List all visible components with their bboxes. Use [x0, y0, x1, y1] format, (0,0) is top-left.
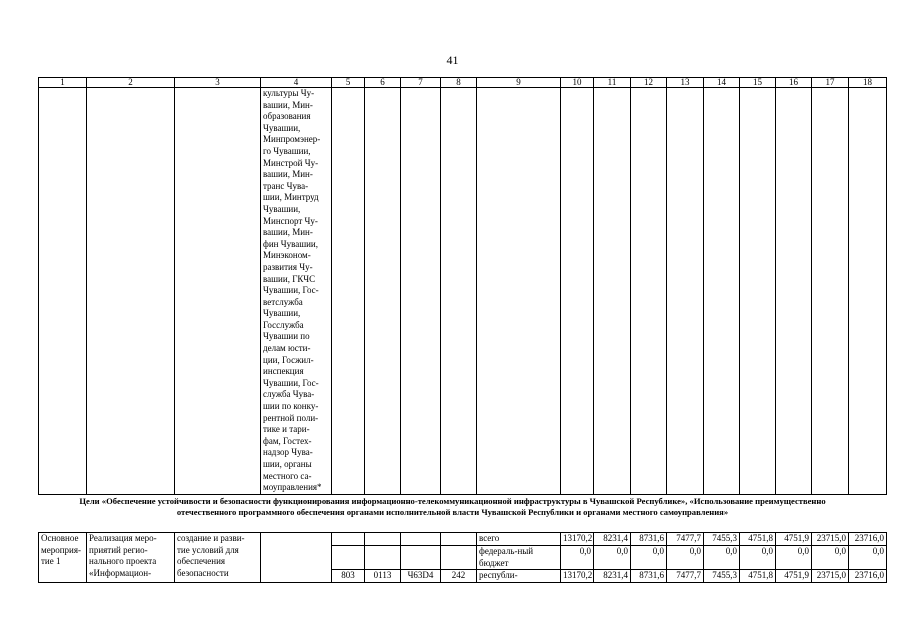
cell-col8 [441, 533, 477, 546]
text-line: «Информацион- [89, 567, 152, 578]
cell-col1 [39, 88, 87, 495]
text-line: вашии, ГКЧС [263, 273, 316, 284]
cell-col11 [594, 88, 631, 495]
value-cell: 4751,9 [776, 533, 812, 546]
value-cell: 8231,4 [594, 570, 631, 583]
text-line: делам юсти- [263, 343, 311, 354]
cell-col12 [631, 88, 667, 495]
cell-col6 [365, 546, 401, 570]
cell-col7 [401, 546, 441, 570]
text-line: Госслужба [263, 319, 304, 330]
value-cell: 0,0 [849, 546, 887, 570]
text-line: Чувашии, [263, 122, 301, 133]
funding-source-cell: федераль-ный бюджет [477, 546, 561, 570]
text-line: го Чувашии, [263, 145, 311, 156]
cell-col5 [332, 533, 365, 546]
text-line: Минстрой Чу- [263, 157, 319, 168]
text-line: образования [263, 111, 311, 122]
text-line: транс Чува- [263, 180, 309, 191]
column-number: 18 [849, 78, 887, 88]
cell-col6 [365, 88, 401, 495]
cell-col6 [365, 533, 401, 546]
value-cell: 0,0 [594, 546, 631, 570]
cell-col18 [849, 88, 887, 495]
text-line: Чувашии, [263, 308, 301, 319]
column-number: 1 [39, 78, 87, 88]
cell-col7 [401, 533, 441, 546]
column-number: 11 [594, 78, 631, 88]
column-number: 4 [261, 78, 332, 88]
responsible-executors-cell [261, 88, 332, 495]
text-line: Основное [41, 533, 79, 543]
value-cell: 0,0 [631, 546, 667, 570]
text-line: рентной поли- [263, 412, 319, 423]
value-cell: 0,0 [776, 546, 812, 570]
text-line: приятий регио- [89, 544, 148, 555]
code-cell: 0113 [365, 570, 401, 583]
column-number: 6 [365, 78, 401, 88]
text-line: фин Чувашии, [263, 238, 319, 249]
funding-source-cell: республи- [477, 570, 561, 583]
text-line: мероприя- [41, 544, 81, 555]
text-line: Минпромэнер- [263, 134, 321, 145]
value-cell: 7477,7 [667, 570, 704, 583]
text-line: шии, Минтруд [263, 192, 319, 203]
value-cell: 8231,4 [594, 533, 631, 546]
column-number: 5 [332, 78, 365, 88]
table-row [39, 88, 887, 495]
text-line: ветслужба [263, 296, 303, 307]
code-cell: 803 [332, 570, 365, 583]
cell-col17 [812, 88, 849, 495]
column-number: 15 [740, 78, 776, 88]
value-cell: 8731,6 [631, 570, 667, 583]
value-cell: 0,0 [740, 546, 776, 570]
column-number: 17 [812, 78, 849, 88]
event-description-cell [87, 533, 175, 583]
text-line: шии по конку- [263, 401, 319, 412]
table-row [39, 533, 887, 546]
column-number: 14 [704, 78, 740, 88]
cell-col7 [401, 88, 441, 495]
text-line: шии, органы [263, 459, 312, 469]
column-number: 12 [631, 78, 667, 88]
goal-heading: Цели «Обеспечение устойчивости и безопасности функционирования информационно-телекоммуникационной инфраструктуры в Чувашской Республике», «Использование преимущественно отечественного программного обеспечения органами исполнительной власти Чувашской Республики и органами местного самоуправления» [79, 496, 826, 517]
funding-source-cell: всего [477, 533, 561, 546]
column-number: 10 [561, 78, 594, 88]
column-number: 7 [401, 78, 441, 88]
column-number: 2 [87, 78, 175, 88]
cell-col15 [740, 88, 776, 495]
value-cell: 23716,0 [849, 533, 887, 546]
text-line: Минэконом- [263, 250, 311, 261]
text-line: нального проекта [89, 556, 157, 567]
column-number-row [39, 78, 887, 88]
cell-col4 [261, 533, 332, 583]
cell-col14 [704, 88, 740, 495]
text-line: безопасности [177, 567, 229, 578]
cell-col10 [561, 88, 594, 495]
text-line: фам, Гостех- [263, 435, 312, 446]
text-line: вашии, Мин- [263, 227, 313, 238]
text-line: вашии, Мин- [263, 99, 313, 110]
cell-col5 [332, 88, 365, 495]
column-number: 16 [776, 78, 812, 88]
text-line: развития Чу- [263, 261, 313, 272]
upper-table [38, 77, 887, 495]
value-cell: 0,0 [704, 546, 740, 570]
event-label-cell [39, 533, 87, 583]
text-line: инспекция [263, 366, 304, 377]
text-line: вашии, Мин- [263, 169, 313, 180]
text-line: создание и разви- [177, 533, 245, 543]
value-cell: 4751,8 [740, 533, 776, 546]
text-line: Чувашии, Гос- [263, 377, 319, 388]
value-cell: 23715,0 [812, 533, 849, 546]
cell-col16 [776, 88, 812, 495]
cell-col13 [667, 88, 704, 495]
text-line: ции, Госжил- [263, 354, 314, 365]
value-cell: 7455,3 [704, 570, 740, 583]
value-cell: 8731,6 [631, 533, 667, 546]
value-cell: 0,0 [812, 546, 849, 570]
text-line: обеспечения [177, 556, 226, 567]
column-number: 8 [441, 78, 477, 88]
value-cell: 4751,9 [776, 570, 812, 583]
cell-col3 [175, 88, 261, 495]
value-cell: 23716,0 [849, 570, 887, 583]
text-line: тие условий для [177, 544, 239, 555]
column-number: 9 [477, 78, 561, 88]
value-cell: 13170,2 [561, 533, 594, 546]
text-line: местного са- [263, 470, 312, 481]
text-line: служба Чува- [263, 389, 315, 400]
value-cell: 0,0 [667, 546, 704, 570]
text-line: Чувашии, [263, 203, 301, 214]
column-number: 13 [667, 78, 704, 88]
cell-col2 [87, 88, 175, 495]
value-cell: 7455,3 [704, 533, 740, 546]
value-cell: 13170,2 [561, 570, 594, 583]
cell-col9 [477, 88, 561, 495]
code-cell: Ч63D4 [401, 570, 441, 583]
text-line: культуры Чу- [263, 88, 315, 98]
column-number: 3 [175, 78, 261, 88]
text-line: тие 1 [41, 556, 61, 567]
value-cell: 23715,0 [812, 570, 849, 583]
text-line: Чувашии, Гос- [263, 285, 319, 296]
page-number: 41 [446, 53, 459, 67]
code-cell: 242 [441, 570, 477, 583]
text-line: Реализация меро- [89, 533, 157, 543]
cell-col5 [332, 546, 365, 570]
cell-col8 [441, 88, 477, 495]
text-line: Минспорт Чу- [263, 215, 318, 226]
cell-col8 [441, 546, 477, 570]
text-line: надзор Чува- [263, 447, 313, 458]
value-cell: 0,0 [561, 546, 594, 570]
text-line: тике и тари- [263, 424, 310, 435]
value-cell: 4751,8 [740, 570, 776, 583]
lower-table [38, 532, 887, 583]
value-cell: 7477,7 [667, 533, 704, 546]
event-goal-cell [175, 533, 261, 583]
text-line: Чувашии по [263, 331, 310, 342]
text-line: моуправления* [263, 482, 322, 493]
